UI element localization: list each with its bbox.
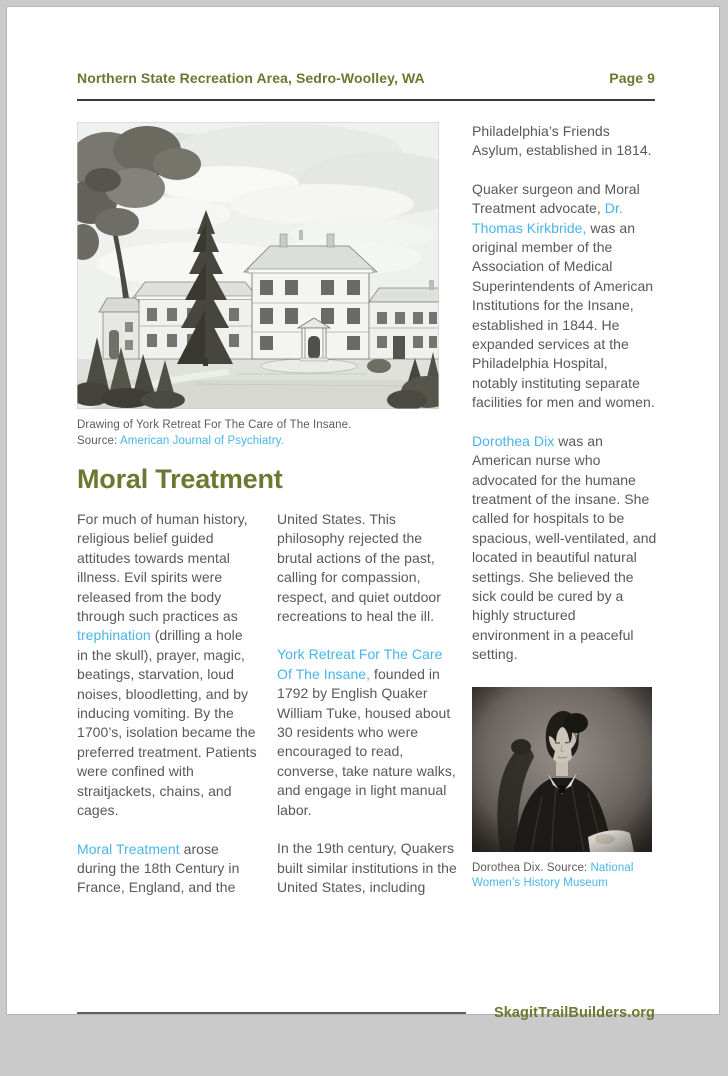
text-link[interactable]: Dr. Thomas Kirkbride,: [472, 200, 623, 236]
dix-caption: [472, 861, 657, 892]
text-run: was an American nurse who advocated for the humane treatment of the insane. She called for hospitals to be spacious, well-ventilated, and located in beautiful natural settings. She believed the sick could be cured by a highly structured environment in a peaceful setting.: [472, 432, 657, 663]
text-run: (drilling a hole in the skull), prayer, magic, beatings, starvation, loud noises, bloodletting, and by inducing vomiting. By the 1700’s, isolation became the preferred treatment. Patients were confined with straitjackets, chains, and cages.: [77, 627, 257, 819]
dorothea-dix-photo-image: [472, 687, 652, 852]
paragraph: [472, 861, 657, 892]
left-section: [77, 122, 457, 898]
text-link[interactable]: Dorothea Dix: [472, 432, 555, 449]
text-run: For much of human history, religious belief guided attitudes towards mental illness. Evil spirits were released from the body through such practices as: [77, 511, 248, 625]
document-page: [6, 6, 720, 1021]
york-caption: [77, 418, 457, 449]
text-run: United States. This philosophy rejected the brutal actions of the past, calling for compassion, respect, and quiet outdoor recreations to heal the ill.: [277, 511, 441, 625]
footer-site: SkagitTrailBuilders.org: [493, 1005, 655, 1021]
text-link[interactable]: National Women’s History Museum: [472, 861, 634, 890]
page-number: Page 9: [609, 70, 655, 86]
text-column-3: [472, 122, 657, 898]
paragraph: [472, 180, 657, 413]
text-column-2: [277, 510, 457, 898]
text-link[interactable]: Moral Treatment: [77, 840, 180, 857]
paragraph: [77, 510, 257, 821]
page-content: [7, 69, 719, 1076]
text-run: was an original member of the Association of Medical Superintendents of American Institutions for the Insane, established in 1844. He expanded services at the Philadelphia Hospital, notably instituting separate facilities for men and women.: [472, 219, 655, 411]
york-retreat-drawing: [77, 122, 457, 409]
paragraph: [277, 645, 457, 820]
paragraph: [77, 434, 457, 450]
text-link[interactable]: York Retreat For The Care Of The Insane,: [277, 646, 443, 682]
text-link[interactable]: trephination: [77, 627, 151, 644]
header-divider: [77, 99, 655, 101]
paragraph: [77, 840, 257, 898]
header-title: Northern State Recreation Area, Sedro-Woolley, WA: [77, 70, 425, 86]
paragraph: [472, 122, 657, 161]
paragraph: [277, 510, 457, 626]
text-run: arose during the 18th Century in France, England, and the: [77, 840, 240, 896]
text-run: Source:: [77, 434, 120, 447]
page-footer: [77, 1005, 655, 1021]
two-column-text: [77, 510, 457, 898]
footer-divider: [77, 1012, 466, 1014]
york-retreat-engraving-image: [77, 122, 439, 409]
text-run: In the 19th century, Quakers built similar institutions in the United States, including: [277, 840, 457, 895]
paragraph: [277, 839, 457, 897]
text-run: Drawing of York Retreat For The Care of The Insane.: [77, 419, 352, 431]
paragraph: [77, 418, 457, 434]
column-3-text: [472, 122, 657, 665]
text-run: founded in 1792 by English Quaker William Tuke, housed about 30 residents who were encouraged to read, converse, take nature walks, and engage in light manual labor.: [277, 665, 456, 818]
page-title: Moral Treatment: [77, 464, 283, 494]
text-run: Philadelphia’s Friends Asylum, established in 1814.: [472, 123, 652, 159]
page-header: [77, 69, 655, 87]
dorothea-dix-portrait: [472, 687, 657, 852]
text-run: Quaker surgeon and Moral Treatment advocate,: [472, 180, 640, 217]
main-content: [77, 122, 655, 898]
text-run: Dorothea Dix. Source:: [472, 861, 591, 874]
text-column-1: [77, 510, 257, 898]
text-link[interactable]: American Journal of Psychiatry.: [120, 434, 284, 447]
paragraph: [472, 432, 657, 665]
